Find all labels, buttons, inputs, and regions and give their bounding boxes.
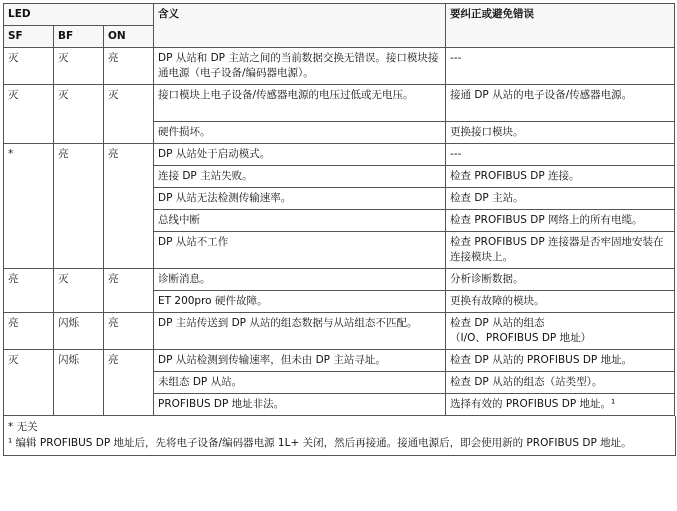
remedy-cell: --- [446,48,675,85]
meaning-cell: DP 从站检测到传输速率，但未由 DP 主站寻址。 [154,350,446,372]
meaning-cell: 接口模块上电子设备/传感器电源的电压过低或无电压。 [154,85,446,122]
header-meaning: 含义 [154,4,446,48]
remedy-cell: 更换有故障的模块。 [446,291,675,313]
remedy-cell: --- [446,144,675,166]
remedy-cell: 检查 PROFIBUS DP 网络上的所有电缆。 [446,210,675,232]
remedy-cell: 检查 DP 从站的组态（站类型）。 [446,372,675,394]
remedy-cell: 检查 PROFIBUS DP 连接。 [446,166,675,188]
led-on-cell: 亮 [104,350,154,416]
header-on: ON [104,26,154,48]
remedy-cell: 检查 DP 从站的 PROFIBUS DP 地址。 [446,350,675,372]
meaning-cell: DP 从站不工作 [154,232,446,269]
meaning-cell: DP 从站处于启动模式。 [154,144,446,166]
meaning-cell: ET 200pro 硬件故障。 [154,291,446,313]
led-sf-cell: * [4,144,54,269]
table-row [4,269,675,291]
table-row [4,85,675,122]
led-table-container [3,3,674,456]
led-on-cell: 亮 [104,144,154,269]
table-row [4,313,675,350]
led-bf-cell: 灭 [54,48,104,85]
header-led: LED [4,4,154,26]
led-bf-cell: 灭 [54,85,104,144]
footnote-irrelevant: * 无关 [8,421,38,433]
led-bf-cell: 闪烁 [54,350,104,416]
meaning-cell: 硬件损坏。 [154,122,446,144]
remedy-cell [446,313,675,350]
led-bf-cell: 亮 [54,144,104,269]
remedy-cell: 更换接口模块。 [446,122,675,144]
table-row [4,350,675,372]
meaning-cell: 未组态 DP 从站。 [154,372,446,394]
led-status-table [3,3,675,416]
led-sf-cell: 灭 [4,48,54,85]
meaning-cell: 诊断消息。 [154,269,446,291]
meaning-cell: DP 从站无法检测传输速率。 [154,188,446,210]
led-on-cell: 亮 [104,313,154,350]
led-sf-cell: 亮 [4,269,54,313]
meaning-cell: DP 主站传送到 DP 从站的组态数据与从站组态不匹配。 [154,313,446,350]
meaning-cell: 总线中断 [154,210,446,232]
led-sf-cell: 灭 [4,85,54,144]
table-row [4,48,675,85]
table-row [4,144,675,166]
remedy-cell: 分析诊断数据。 [446,269,675,291]
remedy-line: 检查 DP 从站的组态 [450,317,545,329]
led-sf-cell: 灭 [4,350,54,416]
header-row-1 [4,4,675,26]
remedy-cell: 接通 DP 从站的电子设备/传感器电源。 [446,85,675,122]
led-bf-cell: 闪烁 [54,313,104,350]
led-sf-cell: 亮 [4,313,54,350]
header-remedy: 要纠正或避免错误 [446,4,675,48]
remedy-cell: 选择有效的 PROFIBUS DP 地址。¹ [446,394,675,416]
meaning-cell: DP 从站和 DP 主站之间的当前数据交换无错误。接口模块接通电源（电子设备/编码器电源）。 [154,48,446,85]
footnote-address: ¹ 编辑 PROFIBUS DP 地址后，先将电子设备/编码器电源 1L+ 关闭，然后再接通。接通电源后，即会使用新的 PROFIBUS DP 地址。 [8,437,632,449]
meaning-cell: PROFIBUS DP 地址非法。 [154,394,446,416]
header-sf: SF [4,26,54,48]
led-on-cell: 灭 [104,85,154,144]
remedy-cell: 检查 PROFIBUS DP 连接器是否牢固地安装在连接模块上。 [446,232,675,269]
header-bf: BF [54,26,104,48]
remedy-line: （I/O、PROFIBUS DP 地址） [450,332,592,344]
led-bf-cell: 灭 [54,269,104,313]
table-footnotes [3,416,676,456]
led-on-cell: 亮 [104,48,154,85]
remedy-cell: 检查 DP 主站。 [446,188,675,210]
led-on-cell: 亮 [104,269,154,313]
meaning-cell: 连接 DP 主站失败。 [154,166,446,188]
